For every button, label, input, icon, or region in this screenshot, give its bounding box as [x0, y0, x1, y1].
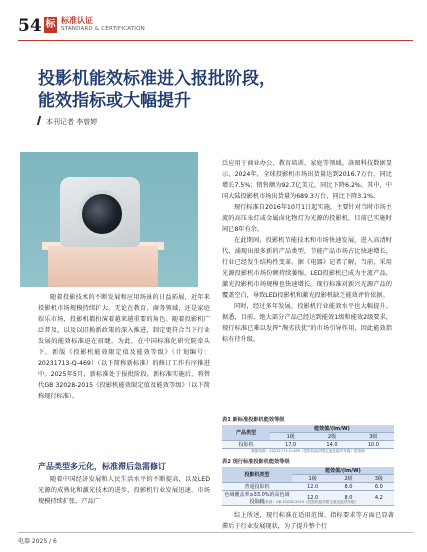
table-header: 2级	[311, 433, 352, 441]
table-cell: 色域覆盖率≥33.0%的高色域投影机	[222, 491, 292, 506]
table-header: 投影机类型	[222, 467, 292, 483]
table-header: 能效值/(lm/W)	[270, 425, 394, 433]
table-cell: 6.0	[364, 483, 394, 491]
left-column-continued	[38, 474, 210, 507]
table-cell: 普通投影机	[222, 483, 292, 491]
table-cell: 8.0	[333, 483, 363, 491]
header-divider	[18, 40, 413, 41]
table-header: 能效值/(lm/W)	[292, 467, 394, 475]
projector-lens-icon	[78, 190, 126, 238]
paragraph: 在此期间，投影机节能技术和市场快速发展，进入高清时代，涌现出很多新的产品类型，节能产品市场占比快速增长，行业已经发生结构性变革。据《电器》记者了解，当前，采用光源投影机市场份额持续萎缩，LED投影机已成为主流产品，激光投影机市场规模也快速增长。现行标准对新兴光源产品的覆盖空白，导致LED投影机和激光投影机缺乏能效评价依据。	[222, 237, 392, 299]
right-column	[222, 158, 392, 345]
page-number: 54	[18, 16, 42, 36]
paragraph: 随着中国经济发展和人民生活水平的不断提高，以及LED光源的成熟化和激光技术的进步，投影机行业发展迅速，市场规模持续扩张，产品广	[38, 476, 210, 505]
table-header: 1级	[292, 475, 333, 483]
page-footer: 电器 2025 / 6	[18, 538, 57, 545]
left-column	[38, 292, 210, 402]
article-title-line1: 投影机能效标准进入报批阶段，	[38, 69, 276, 89]
author-name: 本刊记者 李曾婷	[46, 118, 98, 126]
right-column-end	[222, 510, 394, 532]
table1-caption: 表1 新标准投影机能效等级	[222, 417, 285, 423]
table1-note: 数据来源：20231713-Q-469《投影机能效限定值及能效等级》报批稿	[251, 449, 365, 453]
paragraph: 同时，经过多年发展，投影机行业能效水平也大幅提升。据悉，目前，绝大部分产品已经达到能效1级和能效2级要求，现行标准已难以发挥“淘劣扶优”的市场引导作用，因此能效指标有待升级。	[222, 303, 392, 343]
table-cell: 投影机	[222, 441, 270, 449]
table-cell: 8.0	[333, 491, 363, 506]
table-header: 3级	[353, 433, 394, 441]
article-title-line2: 能效指标或大幅提升	[38, 91, 191, 111]
table-cell: 14.0	[311, 441, 352, 449]
paragraph: 随着投影技术的不断发展和应用场景的日益拓展，近年来投影机市场规模持续扩大。无论在教育、商务领域，还是家庭娱乐市场，投影机都扮演着越来越重要的角色。随着投影机广泛普及，以及以旧换新政策的深入推进，制定更符合当下行业发展的能效标准迫在眉睫。为此，在中国标准化研究院牵头下，新版《投影机能效限定值及能效等级》（计划编号：20231713-Q-469）（以下简称新标准）的修订工作有序推进中。2025年5月，新标准处于报批阶段。新标准实施后，将替代GB 32028-2015《投影机能效限定值及能效等级》（以下简称现行标准）。	[38, 294, 210, 400]
table-cell: 12.0	[292, 483, 333, 491]
table1	[222, 425, 394, 449]
paragraph: 综上所述，现行标准在适用范围、指标要求等方面已显著滞后于行业发展现状，为了提升整个行	[222, 512, 394, 530]
section-logo-icon: 标	[44, 17, 57, 33]
table-cell: 12.0	[292, 491, 333, 506]
table-header: 3级	[364, 475, 394, 483]
table-header: 产品类型	[222, 425, 270, 441]
article-author	[38, 116, 97, 127]
author-mark-icon	[37, 116, 41, 125]
section-subheading: 产品类型多元化，标准滞后急需修订	[38, 462, 166, 471]
paragraph: 泛应用于商业办公、教育培训、家庭等领域。洛图科技数据显示，2024年，全球投影机市场出货量达到2016.7万台，同比增长7.5%；销售额为92.7亿美元，同比下降6.2%。其中，中国大陆投影机市场出货量为689.3万台，同比下降3.1%。	[222, 160, 392, 200]
table-cell: 4.2	[364, 491, 394, 506]
table-cell: 17.0	[270, 441, 311, 449]
paragraph: 现行标准自2016年10月1日起实施，主要针对当时市场主流的高压汞灯或金属卤化物灯为光源的投影机，目前已实施时间已8年有余。	[222, 204, 392, 233]
section-name: 标准认证	[61, 16, 93, 25]
table2-note: 数据来源：GB 32028-2015《投影机能效限定值及能效等级》	[257, 500, 359, 504]
table-cell: 10.0	[353, 441, 394, 449]
pedestal	[48, 246, 158, 287]
article-title	[38, 68, 398, 112]
table-header: 1级	[270, 433, 311, 441]
table-header: 2级	[333, 475, 363, 483]
footer-divider	[18, 532, 413, 533]
section-name-en: STANDARD & CERTIFICATION	[61, 26, 145, 32]
projector-photo	[20, 152, 198, 287]
table2-caption: 表2 现行标准投影机能效等级	[222, 459, 290, 465]
page-header	[18, 14, 413, 44]
